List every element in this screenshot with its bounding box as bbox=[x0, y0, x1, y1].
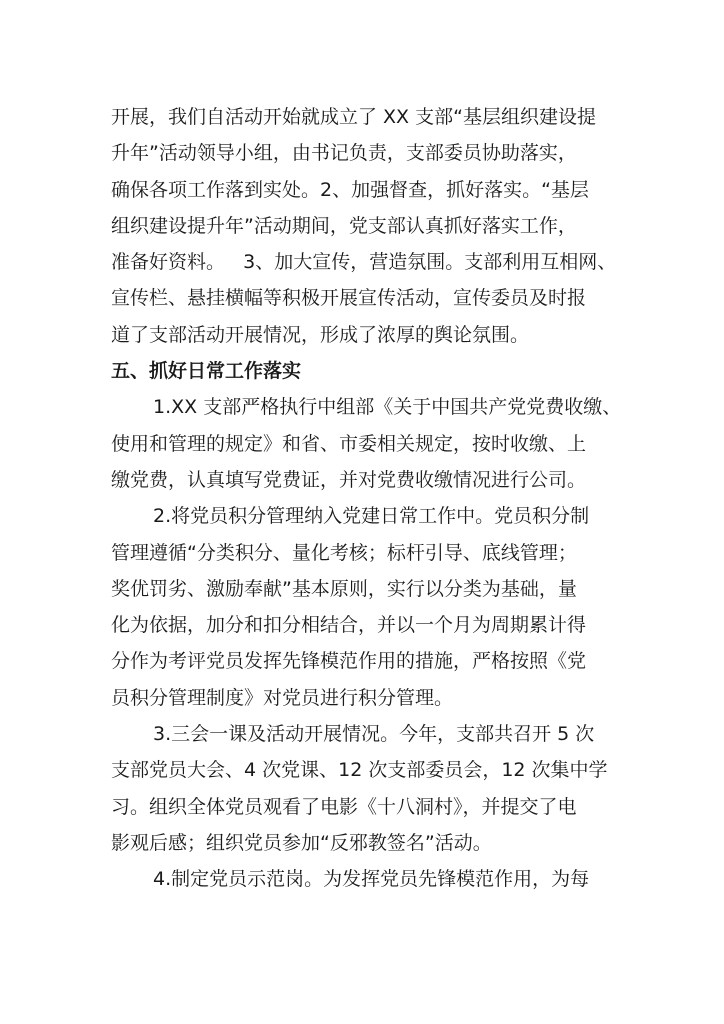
text-line: 奖优罚劣、激励奉献”基本原则，实行以分类为基础，量 bbox=[111, 577, 577, 600]
text-line: 员积分管理制度》对党员进行积分管理。 bbox=[111, 686, 454, 709]
text-line: 开展，我们自活动开始就成立了 XX 支部“基层组织建设提 bbox=[111, 106, 596, 128]
paragraph-first-line: 1.XX 支部严格执行中组部《关于中国共产党党费收缴、 bbox=[153, 396, 622, 419]
text-line: 习。组织全体党员观看了电影《十八洞村》，并提交了电 bbox=[111, 795, 577, 818]
document-body bbox=[111, 99, 627, 898]
text-line: 道了支部活动开展情况，形成了浓厚的舆论氛围。 bbox=[111, 323, 530, 346]
text-line: 支部党员大会、4 次党课、12 次支部委员会，12 次集中学 bbox=[111, 759, 608, 782]
paragraph-first-line: 4.制定党员示范岗。为发挥党员先锋模范作用，为每 bbox=[153, 868, 590, 891]
text-line: 化为依据，加分和扣分相结合，并以一个月为周期累计得 bbox=[111, 614, 587, 637]
section-heading: 五、抓好日常工作落实 bbox=[111, 360, 302, 383]
text-line: 准备好资料。 3、加大宣传，营造氛围。支部利用互相网、 bbox=[111, 251, 617, 274]
text-line: 影观后感；组织党员参加“反邪教签名”活动。 bbox=[111, 831, 492, 854]
text-line: 管理遵循“分类积分、量化考核；标杆引导、底线管理； bbox=[111, 541, 577, 564]
text-line: 组织建设提升年”活动期间，党支部认真抓好落实工作， bbox=[111, 214, 577, 237]
paragraph-first-line: 2.将党员积分管理纳入党建日常工作中。党员积分制 bbox=[153, 505, 590, 528]
text-line: 确保各项工作落到实处。2、加强督查，抓好落实。“基层 bbox=[111, 178, 589, 201]
text-line: 缴党费，认真填写党费证，并对党费收缴情况进行公司。 bbox=[111, 468, 587, 491]
text-line: 升年”活动领导小组，由书记负责，支部委员协助落实， bbox=[111, 142, 577, 165]
text-line: 分作为考评党员发挥先锋模范作用的措施，严格按照《党 bbox=[111, 650, 587, 673]
paragraph-first-line: 3.三会一课及活动开展情况。今年，支部共召开 5 次 bbox=[153, 723, 595, 746]
text-line: 宣传栏、悬挂横幅等积极开展宣传活动，宣传委员及时报 bbox=[111, 287, 587, 310]
text-line: 使用和管理的规定》和省、市委相关规定，按时收缴、上 bbox=[111, 432, 587, 455]
